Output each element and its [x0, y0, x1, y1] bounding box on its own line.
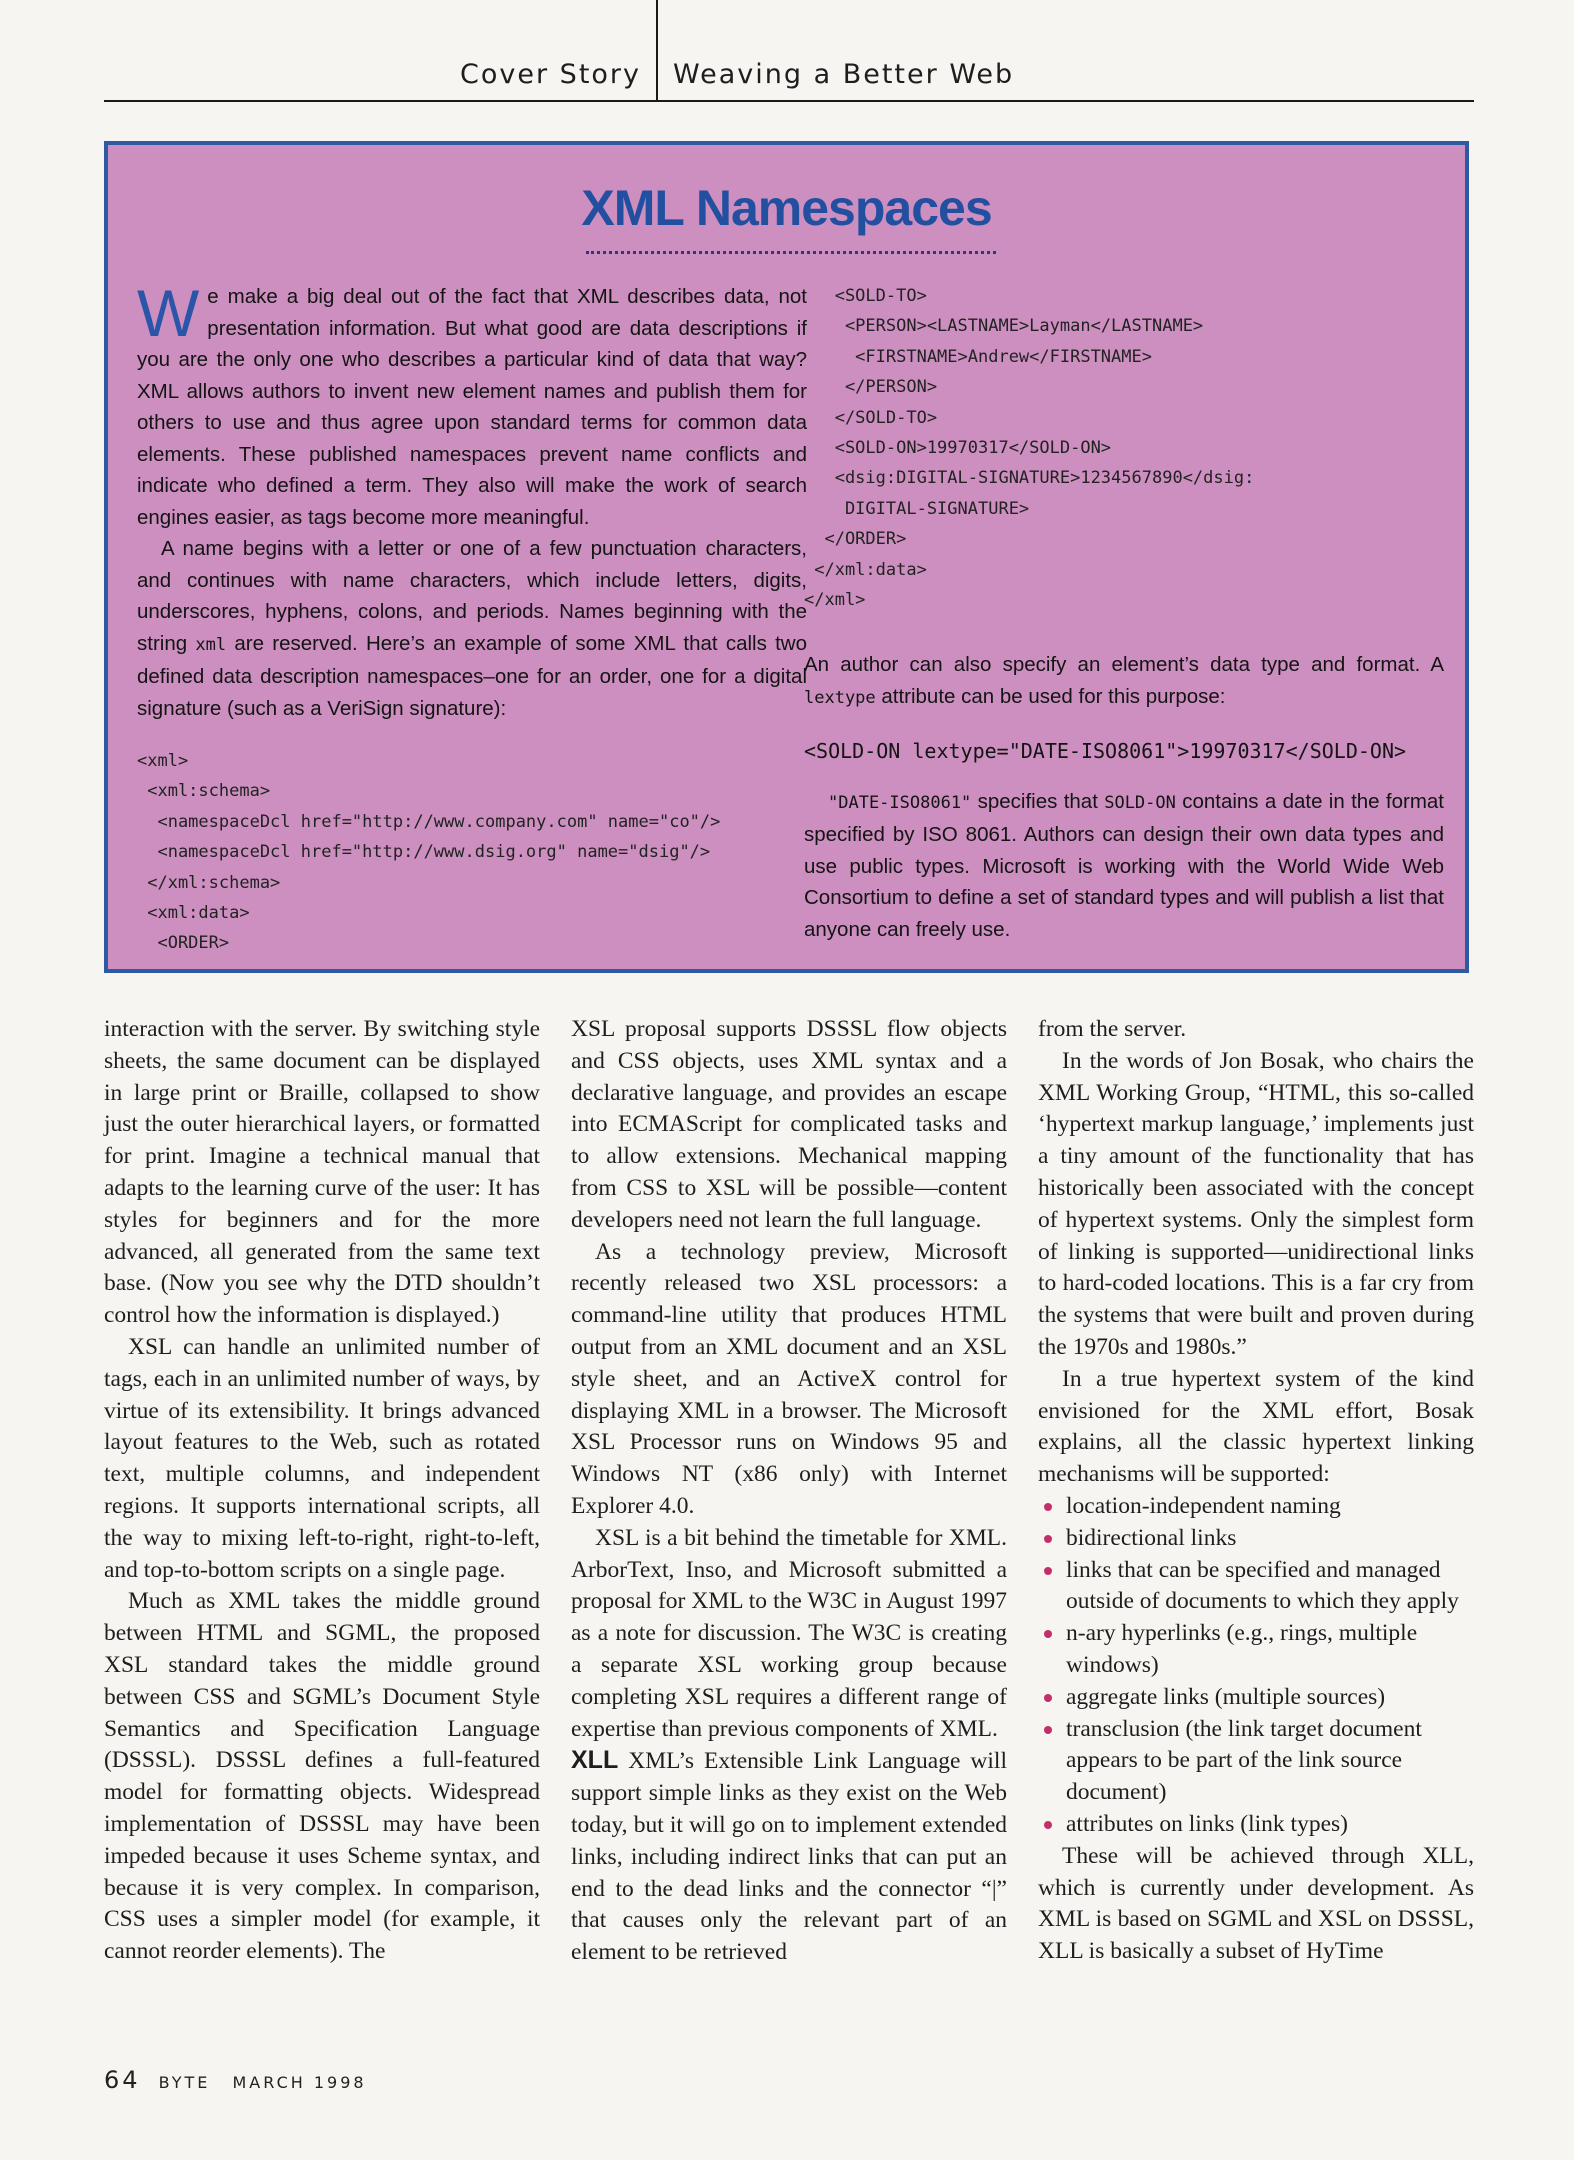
page-number: 64	[104, 2066, 141, 2094]
body-paragraph	[571, 1745, 1007, 1969]
magazine-name: BYTE	[158, 2073, 211, 2092]
text-run: specifies that	[971, 789, 1105, 813]
bullet-list	[1038, 1491, 1474, 1841]
header-divider	[656, 0, 658, 100]
sidebar-paragraph	[804, 786, 1444, 946]
inline-code: "DATE-ISO8061"	[828, 792, 972, 813]
sidebar-left-column	[137, 276, 808, 959]
body-paragraph: interaction with the server. By switching style sheets, the same document can be displayed in large print or Braille, collapsed to show just the outer hierarchical layers, or formatted for print. Imagine a technical manual that adapts to the learning curve of the user: It has styles for beginners and for the more advanced, all generated from the same text base. (Now you see why the DTD shouldn’t control how the information is displayed.)	[104, 1016, 540, 1329]
body-column-2	[571, 1014, 1007, 1969]
sidebar-paragraph	[804, 649, 1444, 714]
body-paragraph: XSL can handle an unlimited number of tags, each in an unlimited number of ways, by virtue of its extensibility. It brings advanced layout features to the Web, such as rotated text, multiple columns, and independent regions. It supports international scripts, all the way to mixing left-to-right, right-to-left, and top-to-bottom scripts on a single page.	[104, 1333, 540, 1583]
bullet-item: attributes on links (link types)	[1038, 1809, 1474, 1841]
sidebar-paragraph	[137, 276, 807, 533]
body-column-1	[104, 1014, 540, 1968]
text-run: are reserved. Here’s an example of some XML that calls two defined data description namespaces–one for an order, one for a digital signature (such as a VeriSign signature):	[137, 631, 808, 720]
section-label: Cover Story	[460, 59, 641, 90]
run-in-heading: XLL	[571, 1746, 619, 1775]
bullet-item: n-ary hyperlinks (e.g., rings, multiple windows)	[1038, 1618, 1474, 1682]
drop-cap: W	[137, 276, 200, 350]
text-run: XML’s Extensible Link Language will support simple links as they exist on the Web today, but it will go on to implement extended links, including indirect links that can put an end to the dead links and the connector “|” that causes only the relevant part of an element to be retrieved	[571, 1748, 1007, 1966]
bullet-item: bidirectional links	[1038, 1523, 1474, 1555]
text-run: contains a date in the format specified by ISO 8061. Authors can design their own data types and use public types. Microsoft is working with the World Wide Web Consortium to define a set of standard types and will publish a list that anyone can freely use.	[804, 789, 1444, 941]
body-column-3	[1038, 1014, 1474, 1968]
body-paragraph: These will be achieved through XLL, which is currently under development. As XML is based on SGML and XSL on DSSSL, XLL is basically a subset of HyTime	[1038, 1842, 1474, 1965]
sidebar-title: XML Namespaces	[581, 180, 992, 236]
body-paragraph: As a technology preview, Microsoft recently released two XSL processors: a command-line utility that produces HTML output from an XML document and an XSL style sheet, and an ActiveX control for displaying XML in a browser. The Microsoft XSL Processor runs on Windows 95 and Windows NT (x86 only) with Internet Explorer 4.0.	[571, 1238, 1007, 1519]
sidebar-paragraph	[137, 533, 807, 724]
page-footer	[104, 2066, 367, 2094]
text-run: An author can also specify an element’s data type and format. A	[804, 653, 1444, 677]
bullet-item: location-independent naming	[1038, 1491, 1474, 1523]
inline-code: xml	[195, 634, 227, 655]
body-paragraph: XSL is a bit behind the timetable for XML. ArborText, Inso, and Microsoft submitted a proposal for XML to the W3C in August 1997 as a note for discussion. The W3C is creating a separate XSL working group because completing XSL requires a different range of expertise than previous components of XML.	[571, 1524, 1007, 1742]
bullet-item: aggregate links (multiple sources)	[1038, 1682, 1474, 1714]
bullet-item: transclusion (the link target document appears to be part of the link source document)	[1038, 1714, 1474, 1809]
title-dotted-rule	[586, 251, 996, 254]
body-paragraph: from the server.	[1038, 1016, 1187, 1042]
bullet-item: links that can be specified and managed outside of documents to which they apply	[1038, 1555, 1474, 1619]
body-paragraph: In the words of Jon Bosak, who chairs the XML Working Group, “HTML, this so-called ‘hypertext markup language,’ implements just a tiny amount of the functionality that has historically been associated with the concept of hypertext systems. Only the simplest form of linking is supported—unidirectional links to hard-coded locations. This is a far cry from the systems that were built and proven during the 1970s and 1980s.”	[1038, 1047, 1474, 1360]
sidebar-paragraph-text: e make a big deal out of the fact that XML describes data, not presentation information. But what good are data descriptions if you are the only one who describes a particular kind of data that way? XML allows authors to invent new element names and publish them for others to use and thus agree upon standard terms for common data elements. These published namespaces prevent name conflicts and indicate who defined a term. They also will make the work of search engines easier, as tags become more meaningful.	[137, 285, 807, 529]
body-paragraph: XSL proposal supports DSSSL flow objects and CSS objects, uses XML syntax and a declarative language, and provides an escape into ECMAScript for complicated tasks and to allow extensions. Mechanical mapping from CSS to XSL will be possible—content developers need not learn the full language.	[571, 1016, 1007, 1233]
text-run: attribute can be used for this purpose:	[875, 684, 1226, 708]
code-example-lextype: <SOLD-ON lextype="DATE-ISO8061">19970317</SOLD-ON>	[804, 739, 1407, 764]
code-block-namespaces: <xml> <xml:schema> <namespaceDcl href="http://www.company.com" name="co"/> <namespaceDcl href="http://www.dsig.org" name="dsig"/> </xml:schema> <xml:data> <ORDER>	[137, 751, 721, 954]
article-title: Weaving a Better Web	[673, 59, 1015, 90]
code-block-order: <SOLD-TO> <PERSON><LASTNAME>Layman</LASTNAME> <FIRSTNAME>Andrew</FIRSTNAME> </PERSON> </SOLD-TO> <SOLD-ON>19970317</SOLD-ON> <dsig:DIGITAL-SIGNATURE>1234567890</dsig: DIGITAL-SIGNATURE> </ORDER> </xml:data> </xml>	[804, 286, 1255, 611]
running-header	[104, 54, 1474, 102]
body-paragraph: In a true hypertext system of the kind envisioned for the XML effort, Bosak explains, all the classic hypertext linking mechanisms will be supported:	[1038, 1365, 1474, 1488]
inline-code: lextype	[804, 687, 876, 708]
body-paragraph: Much as XML takes the middle ground between HTML and SGML, the proposed XSL standard takes the middle ground between CSS and SGML’s Document Style Semantics and Specification Language (DSSSL). DSSSL defines a full-featured model for formatting objects. Widespread implementation of DSSSL may have been impeded because it uses Scheme syntax, and because it is very complex. In comparison, CSS uses a simpler model (for example, it cannot reorder elements). The	[104, 1588, 540, 1965]
inline-code: SOLD-ON	[1104, 792, 1176, 813]
sidebar-box	[104, 141, 1469, 973]
sidebar-right-column	[804, 281, 1444, 945]
issue-date: MARCH 1998	[232, 2073, 367, 2092]
text-run: A name begins with a letter or one of a few punctuation characters, and continues with name characters, which include letters, digits, underscores, hyphens, colons, and periods. Names beginning with the string	[137, 537, 807, 655]
